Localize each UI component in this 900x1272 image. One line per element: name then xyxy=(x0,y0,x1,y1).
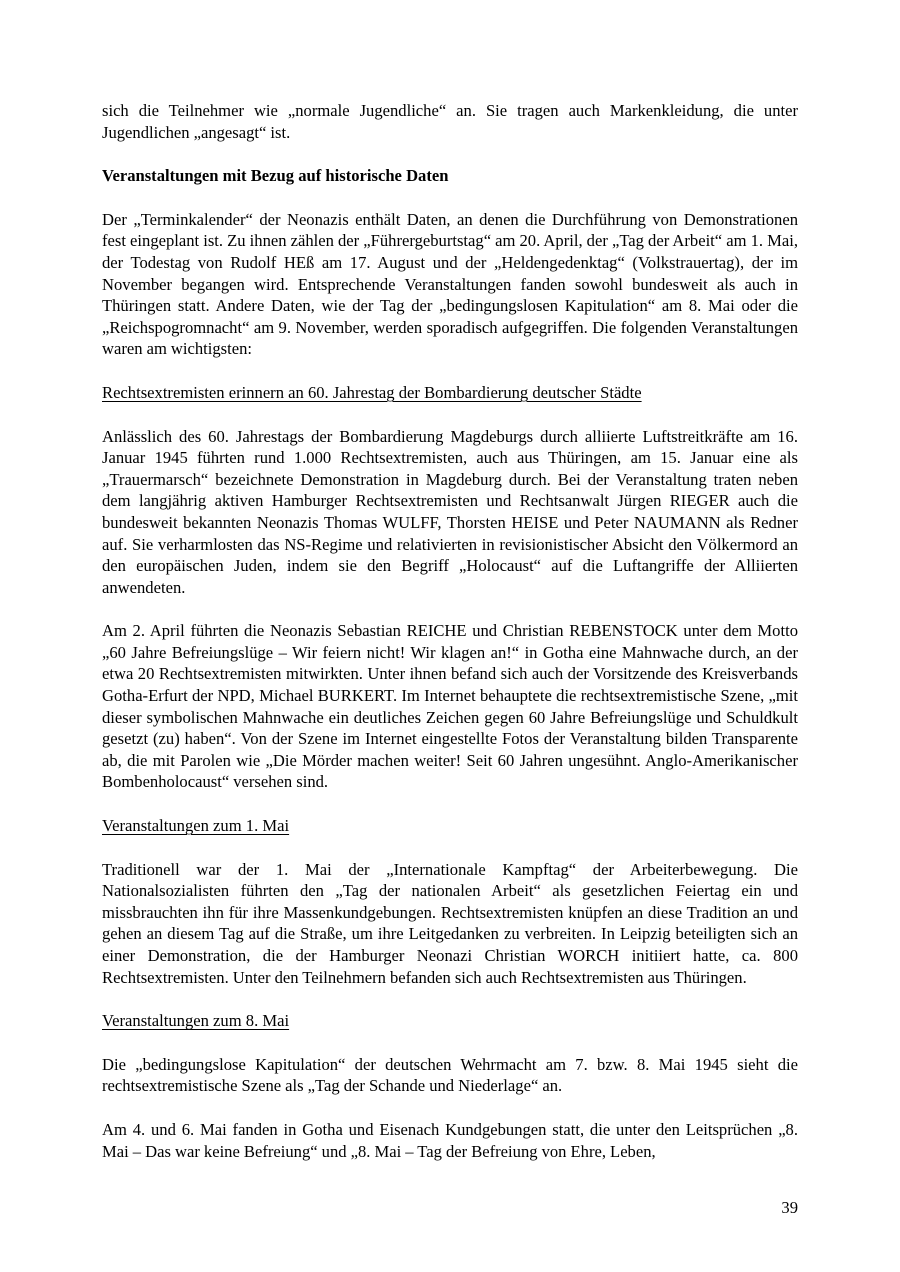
page-number: 39 xyxy=(781,1198,798,1217)
subheading-underline-text: Veranstaltungen zum 1. Mai xyxy=(102,816,290,836)
subheading-60-jahrestag-bombardierung xyxy=(102,382,798,404)
paragraph-kapitulation: Die „bedingungslose Kapitulation“ der deutschen Wehrmacht am 7. bzw. 8. Mai 1945 sieht die rechtsextremistische Szene als „Tag der Schande und Niederlage“ an. xyxy=(102,1054,798,1096)
subheading-veranstaltungen-1-mai xyxy=(102,815,798,837)
page-content-column xyxy=(102,100,798,1162)
subheading-underline-text: Rechtsextremisten erinnern an 60. Jahrestag der Bombardierung deutscher Städte xyxy=(102,382,642,402)
paragraph-continuation: sich die Teilnehmer wie „normale Jugendliche“ an. Sie tragen auch Markenkleidung, die unter Jugendlichen „angesagt“ ist. xyxy=(102,101,798,142)
subheading-underline-text: Veranstaltungen zum 8. Mai xyxy=(102,1011,290,1031)
paragraph-gotha-eisenach-kundgebungen: Am 4. und 6. Mai fanden in Gotha und Eisenach Kundgebungen statt, die unter den Leitsprüchen „8. Mai – Das war keine Befreiung“ und „8. Mai – Tag der Befreiung von Ehre, Leben, xyxy=(102,1119,798,1161)
heading-veranstaltungen-historische-daten: Veranstaltungen mit Bezug auf historische Daten xyxy=(102,166,449,186)
paragraph-magdeburg-trauermarsch: Anlässlich des 60. Jahrestags der Bombardierung Magdeburgs durch alliierte Luftstreitkräfte am 16. Januar 1945 führten rund 1.000 Rechtsextremisten, auch aus Thüringen, am 15. Januar eine als „Trauermarsch“ bezeichnete Demonstration in Magdeburg durch. Bei der Veranstaltung traten neben dem langjährig aktiven Hamburger Rechtsextremisten und Rechtsanwalt Jürgen RIEGER auch die bundesweit bekannten Neonazis Thomas WULFF, Thorsten HEISE und Peter NAUMANN als Redner auf. Sie verharmlosten das NS-Regime und relativierten in revisionistischer Absicht den Völkermord an den europäischen Juden, indem sie den Begriff „Holocaust“ auf die Luftangriffe der Alliierten anwendeten. xyxy=(102,426,798,597)
subheading-veranstaltungen-8-mai xyxy=(102,1010,798,1032)
paragraph-1-mai: Traditionell war der 1. Mai der „Internationale Kampftag“ der Arbeiterbewegung. Die Nationalsozialisten führten den „Tag der nationalen Arbeit“ als gesetzlichen Feiertag ein und missbrauchten ihn für ihre Massenkundgebungen. Rechtsextremisten knüpfen an diese Tradition an und gehen an diesem Tag auf die Straße, um ihre Leitgedanken zu verbreiten. In Leipzig beteiligten sich an einer Demonstration, die der Hamburger Neonazi Christian WORCH initiiert hatte, ca. 800 Rechtsextremisten. Unter den Teilnehmern befanden sich auch Rechtsextremisten aus Thüringen. xyxy=(102,859,798,987)
paragraph-gotha-mahnwache: Am 2. April führten die Neonazis Sebastian REICHE und Christian REBENSTOCK unter dem Motto „60 Jahre Befreiungslüge – Wir feiern nicht! Wir klagen an!“ in Gotha eine Mahnwache durch, an der etwa 20 Rechtsextremisten mitwirkten. Unter ihnen befand sich auch der Vorsitzende des Kreisverbands Gotha-Erfurt der NPD, Michael BURKERT. Im Internet behauptete die rechtsextremistische Szene, „mit dieser symbolischen Mahnwache ein deutliches Zeichen gegen 60 Jahre Befreiungslüge und Schuldkult gesetzt (zu) haben“. Von der Szene im Internet eingestellte Fotos der Veranstaltung bilden Transparente ab, die mit Parolen wie „Die Mörder machen weiter! Seit 60 Jahren ungesühnt. Anglo-Amerikanischer Bombenholocaust“ versehen sind. xyxy=(102,621,798,792)
paragraph-terminkalender: Der „Terminkalender“ der Neonazis enthält Daten, an denen die Durchführung von Demonstrationen fest eingeplant ist. Zu ihnen zählen der „Führergeburtstag“ am 20. April, der „Tag der Arbeit“ am 1. Mai, der Todestag von Rudolf HEß am 17. August und der „Heldengedenktag“ (Volkstrauertag), der im November begangen wird. Entsprechende Veranstaltungen fanden sowohl bundesweit als auch in Thüringen statt. Andere Daten, wie der Tag der „bedingungslosen Kapitulation“ am 8. Mai oder die „Reichspogromnacht“ am 9. November, werden sporadisch aufgegriffen. Die folgenden Veranstaltungen waren am wichtigsten: xyxy=(102,209,798,359)
